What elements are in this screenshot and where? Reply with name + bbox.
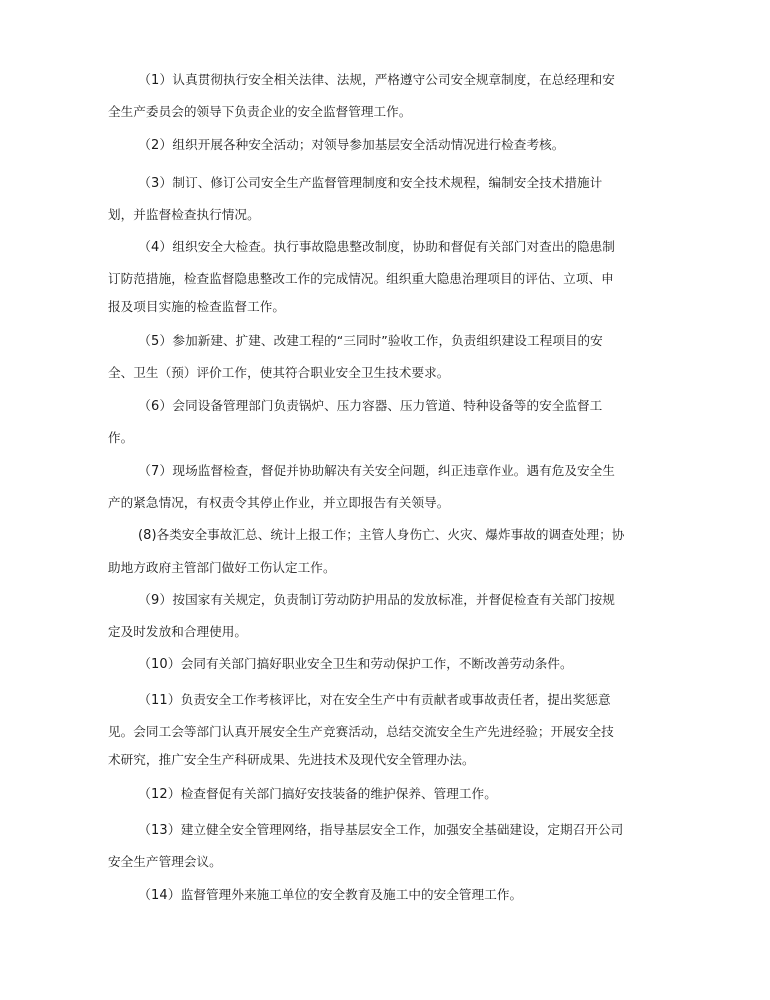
clause-first-line <box>138 887 522 904</box>
clause-number: （12） <box>138 787 181 802</box>
clause-number: （4） <box>138 240 173 255</box>
clause-first-line <box>138 175 602 192</box>
clause-number: （2） <box>138 138 173 153</box>
clause-first-line <box>138 398 602 415</box>
clause-first-line <box>138 463 615 480</box>
clause-continuation-line: 作。 <box>108 430 134 445</box>
clause-continuation-line: 全、卫生（预）评价工作，使其符合职业安全卫生技术要求。 <box>108 365 450 380</box>
clause-first-line <box>138 239 615 256</box>
clause-number: （10） <box>138 657 181 672</box>
clause-text: 会同设备管理部门负责锅炉、压力容器、压力管道、特种设备等的安全监督工 <box>172 398 603 413</box>
clause-number: （11） <box>138 693 181 708</box>
clause-continuation-line: 定及时发放和合理使用。 <box>108 624 248 639</box>
clause-number: （7） <box>138 464 173 479</box>
clause-number: （6） <box>138 399 173 414</box>
clause-first-line <box>138 72 615 89</box>
clause-number: （1） <box>138 73 173 88</box>
clause-text: 各类安全事故汇总、统计上报工作；主管人身伤亡、火灾、爆炸事故的调查处理；协 <box>156 527 625 542</box>
clause-text: 制订、修订公司安全生产监督管理制度和安全技术规程，编制安全技术措施计 <box>172 175 603 190</box>
clause-first-line <box>138 592 615 609</box>
clause-first-line <box>138 527 624 544</box>
clause-text: 按国家有关规定，负责制订劳动防护用品的发放标准，并督促检查有关部门按规 <box>172 592 615 607</box>
clause-continuation-line: 助地方政府主管部门做好工伤认定工作。 <box>108 560 336 575</box>
clause-first-line <box>138 137 564 154</box>
clause-text: 建立健全安全管理网络，指导基层安全工作，加强安全基础建设，定期召开公司 <box>180 822 624 837</box>
clause-text: 组织开展各种安全活动；对领导参加基层安全活动情况进行检查考核。 <box>172 137 565 152</box>
clause-text: 监督管理外来施工单位的安全教育及施工中的安全管理工作。 <box>180 887 523 902</box>
clause-continuation-line: 见。会同工会等部门认真开展安全生产竞赛活动，总结交流安全生产先进经验；开展安全技 <box>108 724 614 739</box>
clause-continuation-line: 产的紧急情况，有权责令其停止作业，并立即报告有关领导。 <box>108 495 450 510</box>
clause-first-line <box>138 656 573 673</box>
clause-text: 现场监督检查，督促并协助解决有关安全问题，纠正违章作业。遇有危及安全生 <box>172 463 615 478</box>
clause-first-line <box>138 786 497 803</box>
clause-continuation-line: 报及项目实施的检查监督工作。 <box>108 299 286 314</box>
clause-first-line <box>138 333 603 350</box>
clause-continuation-line: 安全生产管理会议。 <box>108 854 222 869</box>
clause-text: 会同有关部门搞好职业安全卫生和劳动保护工作，不断改善劳动条件。 <box>180 656 573 671</box>
clause-number: （3） <box>138 176 173 191</box>
clause-number: (8) <box>138 528 157 543</box>
clause-text: 参加新建、扩建、改建工程的“三同时”验收工作，负责组织建设工程项目的安 <box>172 333 603 348</box>
clause-text: 负责安全工作考核评比，对在安全生产中有贡献者或事故责任者，提出奖惩意 <box>180 692 611 707</box>
clause-continuation-line: 划，并监督检查执行情况。 <box>108 207 260 222</box>
clause-number: （9） <box>138 593 173 608</box>
clause-text: 组织安全大检查。执行事故隐患整改制度，协助和督促有关部门对查出的隐患制 <box>172 239 615 254</box>
clause-text: 检查督促有关部门搞好安技装备的维护保养、管理工作。 <box>180 786 497 801</box>
clause-number: （13） <box>138 823 181 838</box>
clause-first-line <box>138 822 623 839</box>
clause-number: （5） <box>138 334 173 349</box>
clause-continuation-line: 全生产委员会的领导下负责企业的安全监督管理工作。 <box>108 104 412 119</box>
clause-continuation-line: 术研究，推广安全生产科研成果、先进技术及现代安全管理办法。 <box>108 752 475 767</box>
clause-continuation-line: 订防范措施，检查监督隐患整改工作的完成情况。组织重大隐患治理项目的评估、立项、申 <box>108 271 614 286</box>
clause-text: 认真贯彻执行安全相关法律、法规，严格遵守公司安全规章制度，在总经理和安 <box>172 72 615 87</box>
clause-number: （14） <box>138 888 181 903</box>
clause-first-line <box>138 692 611 709</box>
